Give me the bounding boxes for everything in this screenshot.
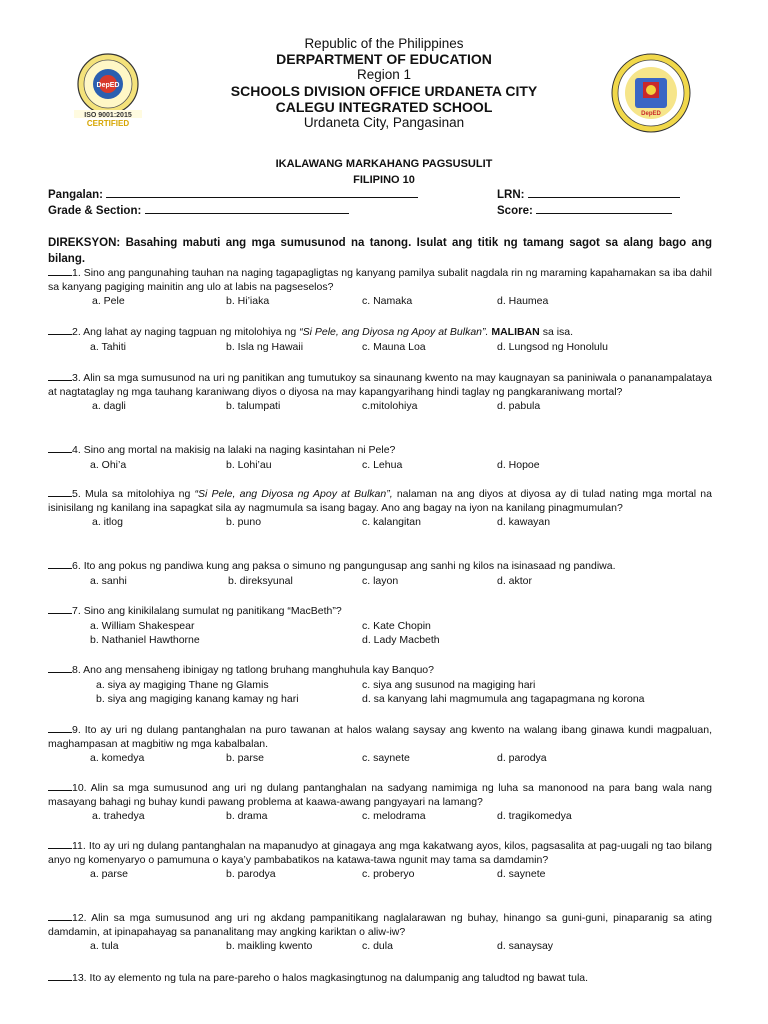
choice-b: b. parodya [226,868,276,880]
choice-b: b. Lohi’au [226,458,272,471]
question-10 [48,782,712,823]
choices [48,809,712,823]
answer-blank[interactable] [48,840,72,849]
choice-c: c.mitolohiya [362,400,418,412]
choices [48,515,712,529]
choice-b: b. Isla ng Hawaii [226,340,304,353]
choices-row-1 [48,678,712,692]
choices [48,751,712,765]
choice-a: a. komedya [90,752,145,764]
question-number: 11. [72,840,86,852]
choices [48,867,712,881]
question-text: Ito ay uri ng dulang pantanghalan na puro tawanan at halos walang saysay ang kwento na walang ibang ginawa kundi magpaluan, maghampasan at magbitiw ng mga kabalbalan. [48,724,712,750]
question-text: Ito ang pokus ng pandiwa kung ang paksa o simuno ng pangungusap ang sanhi ng kilos na isinasaad ng pandiwa. [83,560,616,572]
choices-row-1 [48,619,712,633]
question-8 [48,664,712,706]
answer-blank[interactable] [48,912,72,921]
question-text: Ito ay elemento ng tula na pare-pareho o halos magkasingtunog na dalumpanig ang taludtod ng bawat tula. [89,972,589,984]
question-number: 2. [72,326,81,338]
question-11 [48,840,712,881]
question-7 [48,605,712,647]
choice-c: c. layon [362,574,399,587]
choice-c: c. Namaka [362,295,413,307]
choice-b: b. parse [226,752,264,764]
choice-b: b. drama [226,810,268,822]
header-republic: Republic of the Philippines [304,36,464,51]
question-number: 10. [72,782,87,794]
choice-c: c. Lehua [362,458,403,471]
choice-d: d. saynete [497,868,546,880]
svg-text:DepED: DepED [641,111,661,117]
question-title-italic: “Si Pele, ang Diyosa ng Apoy at Bulkan”, [194,488,393,500]
choice-c: c. Kate Chopin [362,619,431,632]
question-number: 3. [72,372,81,384]
answer-blank[interactable] [48,372,72,381]
choice-a: a. sanhi [90,574,127,587]
question-number: 8. [72,664,81,676]
lrn-blank[interactable] [528,187,680,198]
question-number: 7. [72,605,81,617]
svg-text:DepED: DepED [96,82,120,89]
answer-blank[interactable] [48,724,72,733]
lrn-field-row [497,187,680,201]
choice-c: c. melodrama [362,810,426,822]
choice-b: b. Nathaniel Hawthorne [90,633,200,646]
question-text: Sino ang pangunahing tauhan na naging tagapagligtas ng kanyang pamilya subalit nagdala rin ng maraming kapahamakan sa iba dahil sa kanyang pagiging mainitin ang ulo at labis na pagseselos? [48,267,713,293]
choices-row-2 [48,633,712,647]
question-6 [48,560,712,588]
answer-blank[interactable] [48,972,72,981]
choice-b: b. talumpati [226,400,281,412]
question-12 [48,912,712,953]
question-number: 13. [72,972,87,984]
choice-d: d. sa kanyang lahi magmumula ang tagapagmana ng korona [362,692,645,705]
choice-b: b. Hi’iaka [226,295,270,307]
question-5 [48,488,712,529]
school-seal-logo [610,52,692,134]
choice-a: a. tula [90,940,119,952]
choice-a: a. itlog [92,516,123,528]
question-text: Ano ang mensaheng ibinigay ng tatlong bruhang manghuhula kay Banquo? [83,664,434,676]
sdo-seal-logo [66,52,150,128]
choices [48,294,712,308]
score-label: Score: [497,205,533,217]
directions-label: DIREKSYON: [48,237,121,249]
question-text: Sino ang kinikilalang sumulat ng panitikang “MacBeth”? [83,605,342,617]
choice-b: b. siya ang magiging kanang kamay ng hari [96,692,299,705]
choice-c: c. dula [362,940,393,952]
choice-d: d. pabula [497,400,541,412]
choice-c: c. Mauna Loa [362,340,426,353]
choice-c: c. saynete [362,752,410,764]
question-number: 12. [72,912,87,924]
question-2 [48,326,712,354]
choices [48,458,712,472]
choices [48,340,712,354]
answer-blank[interactable] [48,605,72,614]
question-9 [48,724,712,765]
answer-blank[interactable] [48,326,72,335]
choice-d: d. sanaysay [497,940,554,952]
question-text-end: sa isa. [542,326,574,338]
choice-a: a. parse [90,868,128,880]
grade-blank[interactable] [145,203,349,214]
question-number: 5. [72,488,81,500]
choice-a: a. Pele [92,295,125,307]
question-number: 1. [72,267,81,279]
choices-row-2 [48,692,712,706]
question-13 [48,972,712,986]
score-field-row [497,203,672,217]
grade-field-row [48,203,349,217]
score-blank[interactable] [536,203,672,214]
choice-d: d. kawayan [497,516,551,528]
question-text: Alin sa mga sumusunod na uri ng panitikan ang tumutukoy sa sinaunang kwento na may kaugnayan sa paniniwala o pananampalataya at nagtataglay ng mga tauhang karaniwang diyos o diyosa na may kapangyarihang hindi taglay ng pangkaraniwang mortal? [48,372,713,398]
choice-a: a. William Shakespear [90,619,195,632]
question-text: Ang lahat ay naging tagpuan ng mitolohiya ng [83,326,297,338]
grade-label: Grade & Section: [48,205,142,217]
choice-d: d. aktor [497,574,533,587]
choice-c: c. proberyo [362,868,415,880]
choice-d: d. tragikomedya [497,810,572,822]
choice-b: b. puno [226,516,262,528]
answer-blank[interactable] [48,560,72,569]
question-1 [48,267,712,308]
choice-c: c. siya ang susunod na magiging hari [362,678,536,691]
header-department: DERPARTMENT OF EDUCATION [276,51,492,67]
choices [48,399,712,413]
answer-blank[interactable] [48,782,72,791]
answer-blank[interactable] [48,664,72,673]
choices [48,939,712,953]
question-text: Ito ay uri ng dulang pantanghalan na mapanudyo at ginagaya ang mga kakatwang ayos, kilos, pagsasalita at pag-uugali ng tao bilang anyo ng komenyaryo o pamumuna o kaya’y pambabatikos na katawa-tawa ngunit may tama sa damdamin? [48,840,712,866]
question-text: Mula sa mitolohiya ng [84,488,191,500]
choice-d: d. Hopoe [497,458,540,471]
choice-a: a. Tahiti [90,340,126,353]
header-location: Urdaneta City, Pangasinan [303,115,465,130]
name-field-row [48,187,418,201]
choices [48,574,712,588]
name-blank[interactable] [106,187,418,198]
choice-d: d. Haumea [497,295,549,307]
answer-blank[interactable] [48,444,72,453]
question-text: Alin sa mga sumusunod ang uri ng dulang pantanghalan na sadyang namimiga ng luha sa manonood na para bang wala nang masayang bahagi ng buhay kundi pawang problema at kaawa-awang pangyayari na lamang? [48,782,712,808]
exam-title: IKALAWANG MARKAHANG PAGSUSULIT [275,158,493,170]
question-number: 9. [72,724,81,736]
svg-text:ISO 9001:2015: ISO 9001:2015 [84,112,132,119]
directions [48,235,712,267]
choice-d: d. Lady Macbeth [362,633,440,646]
question-3 [48,372,712,413]
choice-a: a. dagli [92,400,126,412]
question-text: Sino ang mortal na makisig na lalaki na naging kasintahan ni Pele? [83,444,396,456]
choice-d: d. Lungsod ng Honolulu [497,340,608,353]
question-title-italic: “Si Pele, ang Diyosa ng Apoy at Bulkan”. [299,326,489,338]
header-region: Region 1 [356,67,412,82]
choice-a: a. siya ay magiging Thane ng Glamis [96,678,269,691]
lrn-label: LRN: [497,189,525,201]
question-number: 6. [72,560,81,572]
choice-b: b. direksyunal [228,574,293,587]
question-text-end: nalaman na ang diyos at diyosa ay di tulad nating mga mortal na isinisilang ng kanilang ina sapagkat sila ay nagmumula sa isang bagay. Ano ang bagay na iyon na kanilang pinagmumulan? [48,488,712,514]
question-text: Alin sa mga sumusunod ang uri ng akdang pampanitikang naglalarawan ng buhay, hinango sa guni-guni, pinaparanig sa ating damdamin, at ipinapahayag sa pananalitang may angking kariktan o aliw-iw? [48,912,712,938]
header-school: CALEGU INTEGRATED SCHOOL [275,99,493,115]
directions-text: Basahing mabuti ang mga sumusunod na tanong. Isulat ang titik ng tamang sagot sa alang bago ang bilang. [48,237,713,265]
choice-d: d. parodya [497,752,547,764]
choice-b: b. maikling kwento [226,940,313,952]
choice-a: a. trahedya [92,810,145,822]
exam-subject: FILIPINO 10 [353,174,415,186]
header-division: SCHOOLS DIVISION OFFICE URDANETA CITY [230,83,538,99]
question-number: 4. [72,444,81,456]
exam-titles [0,156,768,188]
question-emphasis: MALIBAN [491,326,540,338]
svg-text:CERTIFIED: CERTIFIED [86,119,130,128]
choice-a: a. Ohi’a [90,458,127,471]
name-label: Pangalan: [48,189,103,201]
answer-blank[interactable] [48,267,72,276]
choice-c: c. kalangitan [362,516,421,528]
answer-blank[interactable] [48,488,72,497]
question-4 [48,444,712,472]
